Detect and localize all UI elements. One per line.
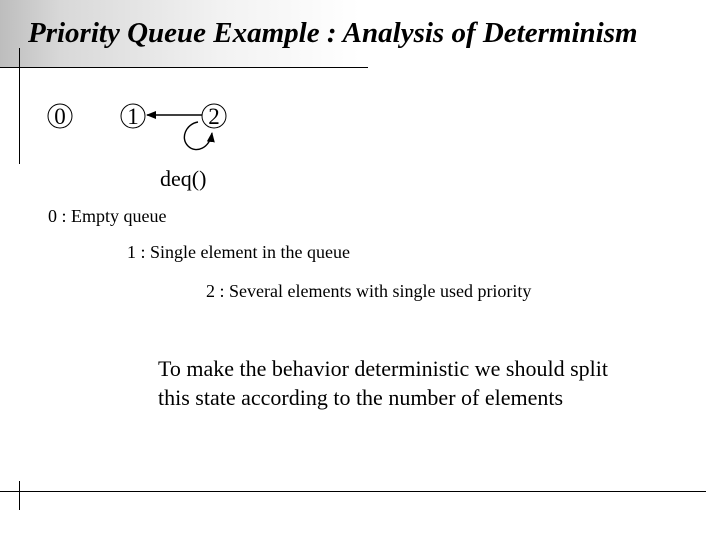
state-0 <box>48 104 72 129</box>
slide-title: Priority Queue Example : Analysis of Determinism <box>28 17 638 49</box>
state-2-label: 2 <box>208 104 220 129</box>
legend-state-2: 2 : Several elements with single used priority <box>206 281 532 301</box>
state-1 <box>121 104 145 129</box>
note-line-2: this state according to the number of elements <box>158 385 564 410</box>
state-0-label: 0 <box>54 104 66 129</box>
legend-state-1: 1 : Single element in the queue <box>127 242 350 262</box>
state-1-label: 1 <box>127 104 139 129</box>
transition-label: deq() <box>160 166 207 191</box>
legend-state-0: 0 : Empty queue <box>48 206 167 226</box>
state-2 <box>202 104 226 129</box>
note-line-1: To make the behavior deterministic we should split <box>158 356 608 381</box>
